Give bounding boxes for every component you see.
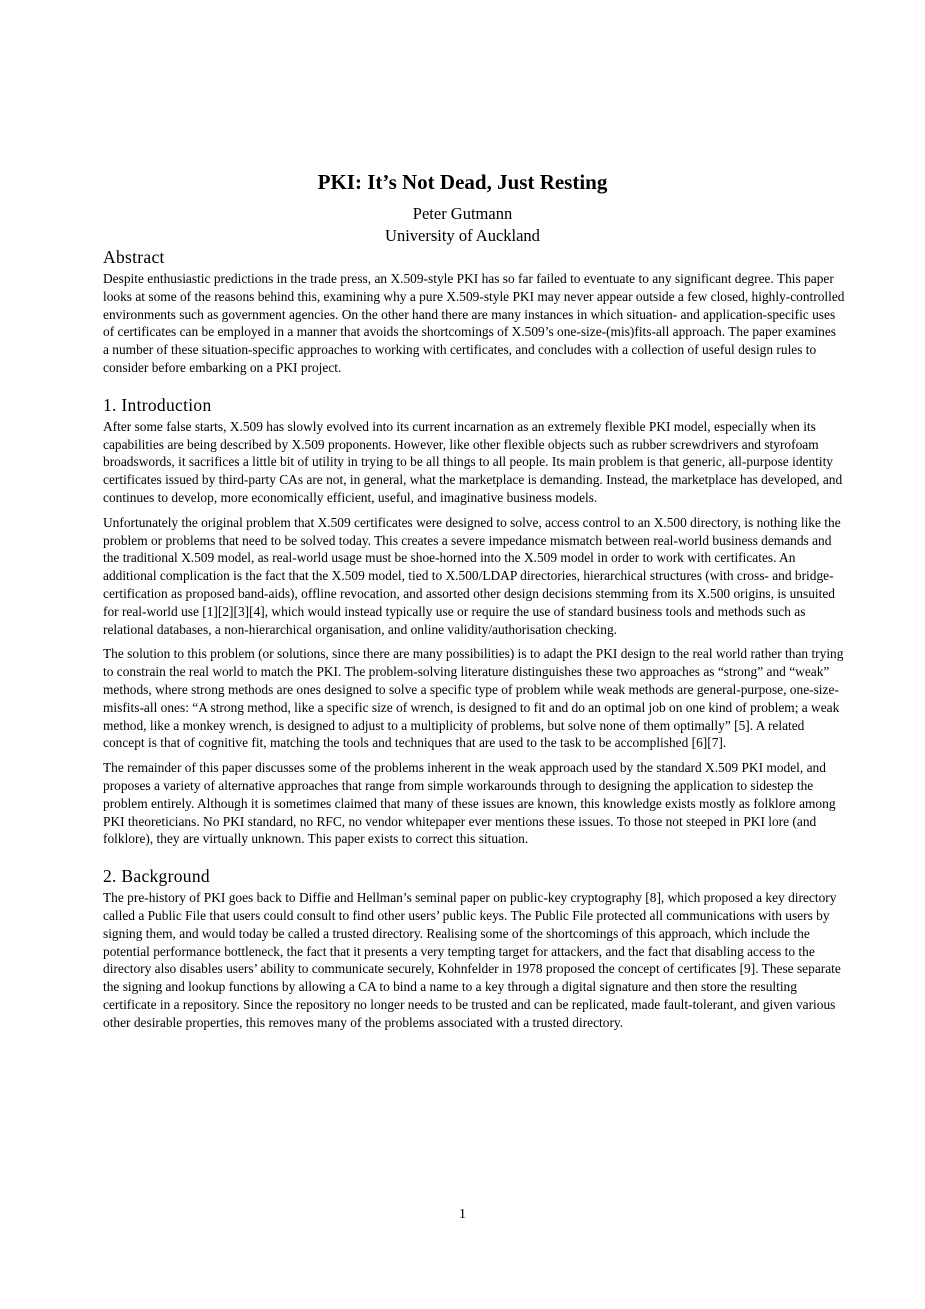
introduction-paragraph: The solution to this problem (or solutions, since there are many possibilities) is to adapt the PKI design to the real world rather than trying to constrain the real world to match the PKI. The problem-solving literature distinguishes these two approaches as “strong” and “weak” methods, where strong methods are ones designed to solve a specific type of problem while weak methods are general-purpose, one-size-misfits-all ones: “A strong method, like a specific size of wrench, is designed to fit and do an optimal job on one kind of problem; a weak method, like a monkey wrench, is designed to adjust to a multiplicity of problems, but solve none of them optimally” [5]. A related concept is that of cognitive fit, matching the tools and techniques that are used to the task to be accomplished [6][7]. xyxy=(103,646,844,751)
introduction-paragraph: The remainder of this paper discusses some of the problems inherent in the weak approach used by the standard X.509 PKI model, and proposes a variety of alternative approaches that range from simple workarounds through to designing the application to sidestep the problem entirely. Although it is sometimes claimed that many of these issues are known, this knowledge exists mostly as folklore among PKI theoreticians. No PKI standard, no RFC, no vendor whitepaper ever mentions these issues. To those not steeped in PKI lore (and folklore), they are virtually unknown. This paper exists to correct this situation. xyxy=(103,760,836,847)
introduction-heading: 1. Introduction xyxy=(103,394,212,415)
paper-body xyxy=(103,244,845,1038)
paper-title: PKI: It’s Not Dead, Just Resting xyxy=(317,170,608,194)
abstract-text: Despite enthusiastic predictions in the trade press, an X.509-style PKI has so far failed to eventuate to any significant degree. This paper looks at some of the reasons behind this, examining why a pure X.509-style PKI may never appear outside a few closed, highly-controlled environments such as government agencies. On the other hand there are many instances in which situation- and application-specific uses of certificates can be employed in a manner that avoids the shortcomings of X.509’s one-size-(mis)fits-all approach. The paper examines a number of these situation-specific approaches to working with certificates, and concludes with a collection of useful design rules to consider before embarking on a PKI project. xyxy=(103,271,845,375)
background-paragraph: The pre-history of PKI goes back to Diffie and Hellman’s seminal paper on public-key cryptography [8], which proposed a key directory called a Public File that users could consult to find other users’ public keys. The Public File protected all communications with users by signing them, and would today be called a trusted directory. Realising some of the shortcomings of this approach, which include the potential performance bottleneck, the fact that it presents a very tempting target for attackers, and the fact that disabling access to the directory also disables users’ ability to communicate securely, Kohnfelder in 1978 proposed the concept of certificates [9]. These separate the signing and lookup functions by allowing a CA to bind a name to a key through a digital signature and then store the resulting certificate in a repository. Since the repository no longer needs to be trusted and can be replicated, made fault-tolerant, and given various other desirable properties, this removes many of the problems associated with a trusted directory. xyxy=(103,890,841,1030)
abstract-heading: Abstract xyxy=(103,247,165,267)
author-affiliation: University of Auckland xyxy=(385,226,540,245)
page-number: 1 xyxy=(459,1207,466,1222)
author-name: Peter Gutmann xyxy=(412,204,513,223)
background-heading: 2. Background xyxy=(103,866,210,887)
introduction-paragraph: After some false starts, X.509 has slowly evolved into its current incarnation as an extremely flexible PKI model, especially when its capabilities are being described by X.509 proponents. However, like other flexible objects such as rubber screwdrivers and styrofoam broadswords, it sacrifices a little bit of utility in trying to be all things to all people. Its main problem is that generic, all-purpose identity certificates issued by third-party CAs are not, in general, what the marketplace is demanding. Instead, the marketplace has developed, and continues to develop, more economically efficient, useful, and imaginative business models. xyxy=(103,418,843,505)
introduction-paragraph: Unfortunately the original problem that X.509 certificates were designed to solve, access control to an X.500 directory, is nothing like the problem or problems that need to be solved today. This creates a severe impedance mismatch between real-world business demands and the traditional X.509 model, as real-world usage must be shoe-horned into the X.509 model in order to work with certificates. An additional complication is the fact that the X.509 model, tied to X.500/LDAP directories, hierarchical structures (with cross- and bridge-certification as proposed band-aids), offline revocation, and assorted other design decisions stemming from its X.500 origins, is unsuited for real-world use [1][2][3][4], which would instead typically use or require the use of standard business tools and methods such as relational databases, a non-hierarchical organisation, and online validity/authorisation checking. xyxy=(103,514,841,637)
